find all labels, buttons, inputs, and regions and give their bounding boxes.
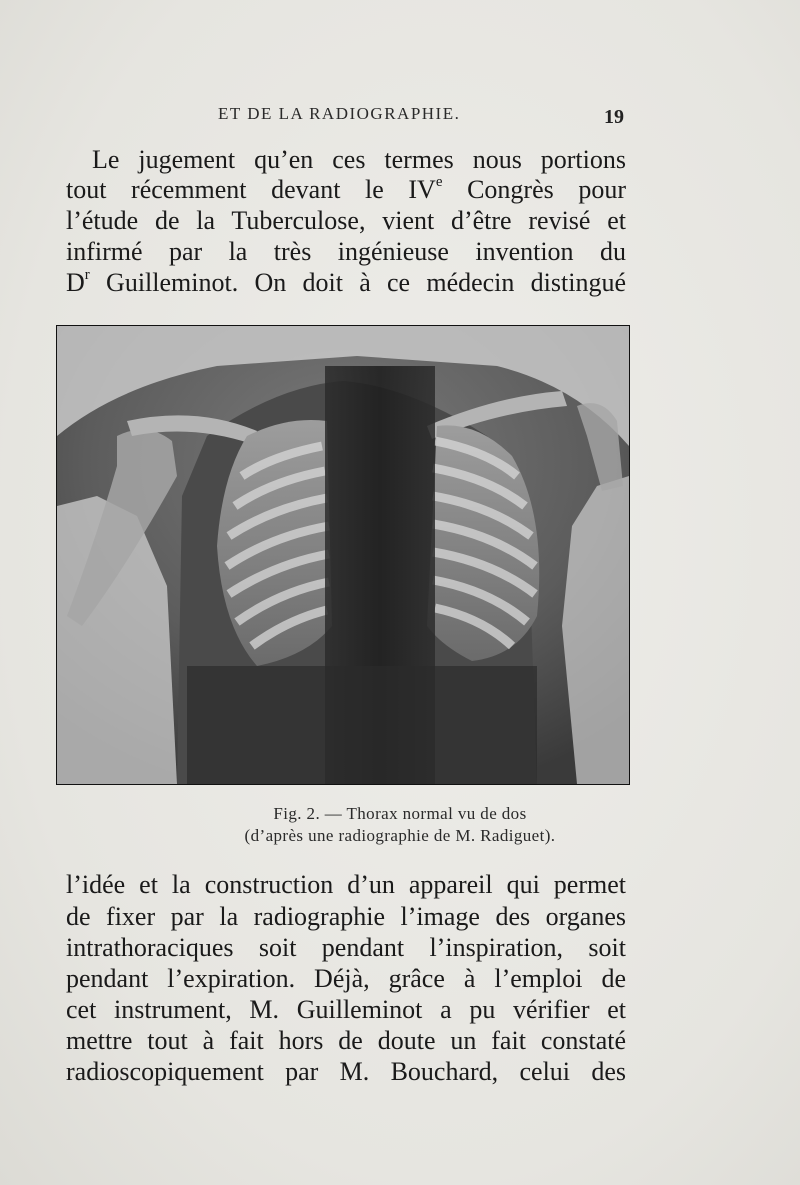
figure-caption-line-2: (d’après une radiographie de M. Radiguet).	[244, 826, 556, 845]
running-title: ET DE LA RADIOGRAPHIE.	[218, 104, 461, 123]
body-text-line: pendant l’expiration. Déjà, grâce à l’emploi de	[66, 964, 626, 993]
body-text-line: infirmé par la très ingénieuse invention du	[66, 237, 626, 266]
body-text-line: de fixer par la radiographie l’image des organes	[66, 902, 626, 931]
radiograph-image	[57, 326, 629, 784]
body-text-line: l’étude de la Tuberculose, vient d’être revisé et	[66, 206, 626, 235]
body-text-line: l’idée et la construction d’un appareil qui permet	[66, 870, 626, 899]
thorax-radiograph-figure	[56, 325, 630, 785]
body-text-line: Le jugement qu’en ces termes nous portions	[92, 145, 626, 174]
body-text-line: tout récemment devant le IVe Congrès pour	[66, 174, 626, 204]
body-text-line: radioscopiquement par M. Bouchard, celui des	[66, 1057, 626, 1086]
page-number: 19	[604, 106, 624, 128]
body-text-line: $D^r$ Guilleminot. On doit à ce médecin distingué	[66, 267, 626, 297]
body-text-line: intrathoraciques soit pendant l’inspiration, soit	[66, 933, 626, 962]
figure-caption-line-1: Fig. 2. — Thorax normal vu de dos	[273, 804, 527, 823]
body-text-line: cet instrument, M. Guilleminot a pu vérifier et	[66, 995, 626, 1024]
body-text-line: mettre tout à fait hors de doute un fait constaté	[66, 1026, 626, 1055]
